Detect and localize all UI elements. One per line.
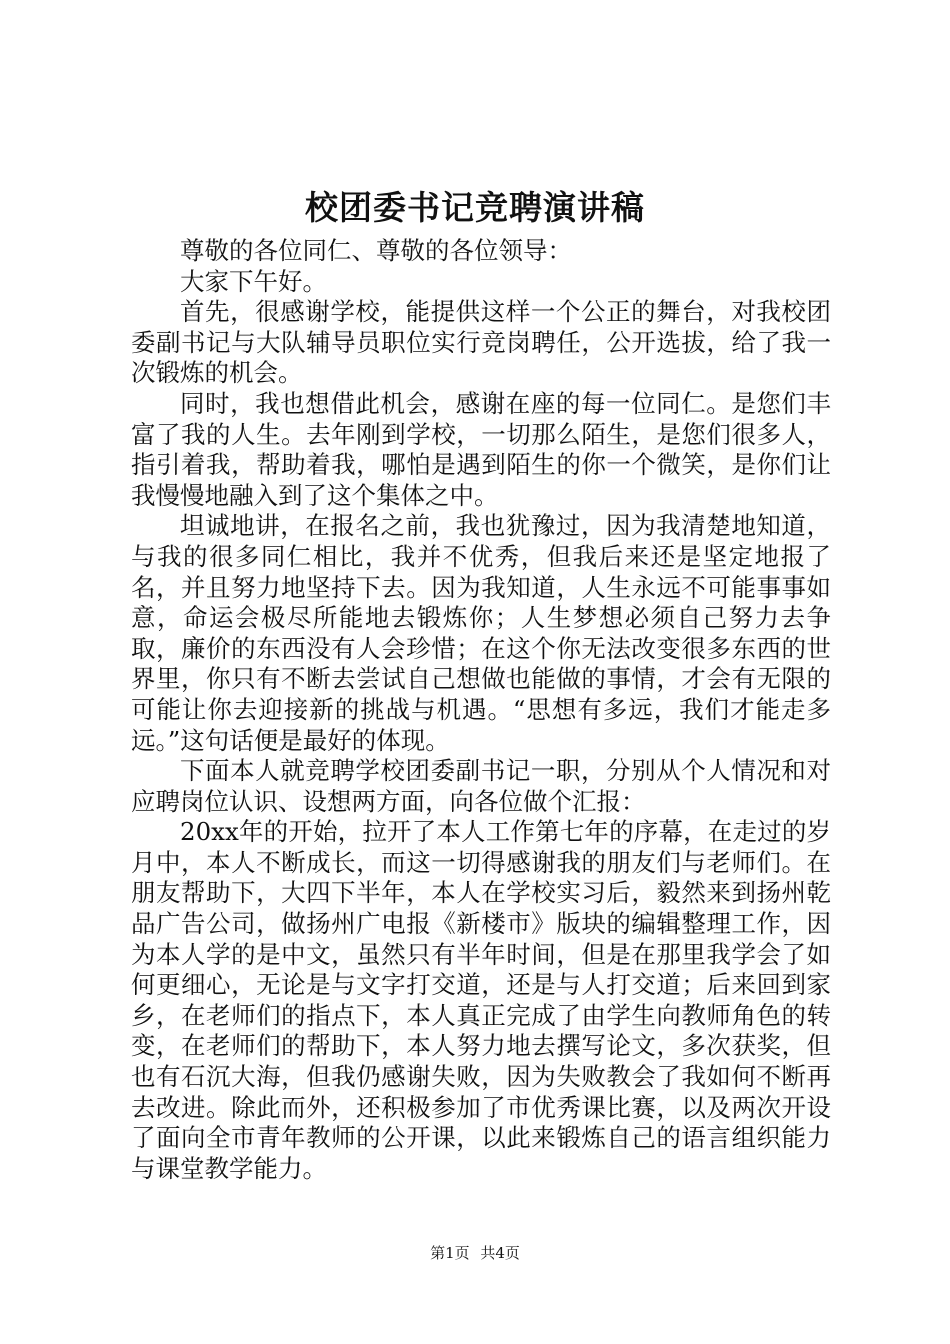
document-body [131, 236, 831, 1184]
paragraph-thanks-colleagues: 同时，我也想借此机会，感谢在座的每一位同仁。是您们丰富了我的人生。去年刚到学校，一切那么陌生，是您们很多人，指引着我，帮助着我，哪怕是遇到陌生的你一个微笑，是你们让我慢慢地融入到了这个集体之中。 [131, 388, 831, 510]
page-number: 第1页 [430, 1244, 470, 1262]
page-total: 共4页 [480, 1244, 520, 1262]
page-footer [0, 1243, 950, 1263]
paragraph-personal-history: 20xx年的开始，拉开了本人工作第七年的序幕，在走过的岁月中，本人不断成长，而这一切得感谢我的朋友们与老师们。在朋友帮助下，大四下半年，本人在学校实习后，毅然来到扬州乾品广告公司，做扬州广电报《新楼市》版块的编辑整理工作，因为本人学的是中文，虽然只有半年时间，但是在那里我学会了如何更细心，无论是与文字打交道，还是与人打交道；后来回到家乡，在老师们的指点下，本人真正完成了由学生向教师角色的转变，在老师们的帮助下，本人努力地去撰写论文，多次获奖，但也有石沉大海，但我仍感谢失败，因为失败教会了我如何不断再去改进。除此而外，还积极参加了市优秀课比赛，以及两次开设了面向全市青年教师的公开课，以此来锻炼自己的语言组织能力与课堂教学能力。 [131, 817, 831, 1183]
paragraph-salutation: 尊敬的各位同仁、尊敬的各位领导： [180, 236, 572, 265]
document-title: 校团委书记竞聘演讲稿 [305, 188, 645, 227]
paragraph-thanks-school: 首先，很感谢学校，能提供这样一个公正的舞台，对我校团委副书记与大队辅导员职位实行竞岗聘任，公开选拔，给了我一次锻炼的机会。 [131, 297, 831, 388]
paragraph-greeting: 大家下午好。 [180, 266, 327, 296]
paragraph-report-intro: 下面本人就竞聘学校团委副书记一职，分别从个人情况和对应聘岗位认识、设想两方面，向各位做个汇报： [131, 756, 831, 816]
paragraph-motivation: 坦诚地讲，在报名之前，我也犹豫过，因为我清楚地知道，与我的很多同仁相比，我并不优秀，但我后来还是坚定地报了名，并且努力地坚持下去。因为我知道，人生永远不可能事事如意，命运会极尽所能地去锻炼你；人生梦想必须自己努力去争取，廉价的东西没有人会珍惜；在这个你无法改变很多东西的世界里，你只有不断去尝试自己想做也能做的事情，才会有无限的可能让你去迎接新的挑战与机遇。“思想有多远，我们才能走多远。”这句话便是最好的体现。 [131, 511, 831, 755]
